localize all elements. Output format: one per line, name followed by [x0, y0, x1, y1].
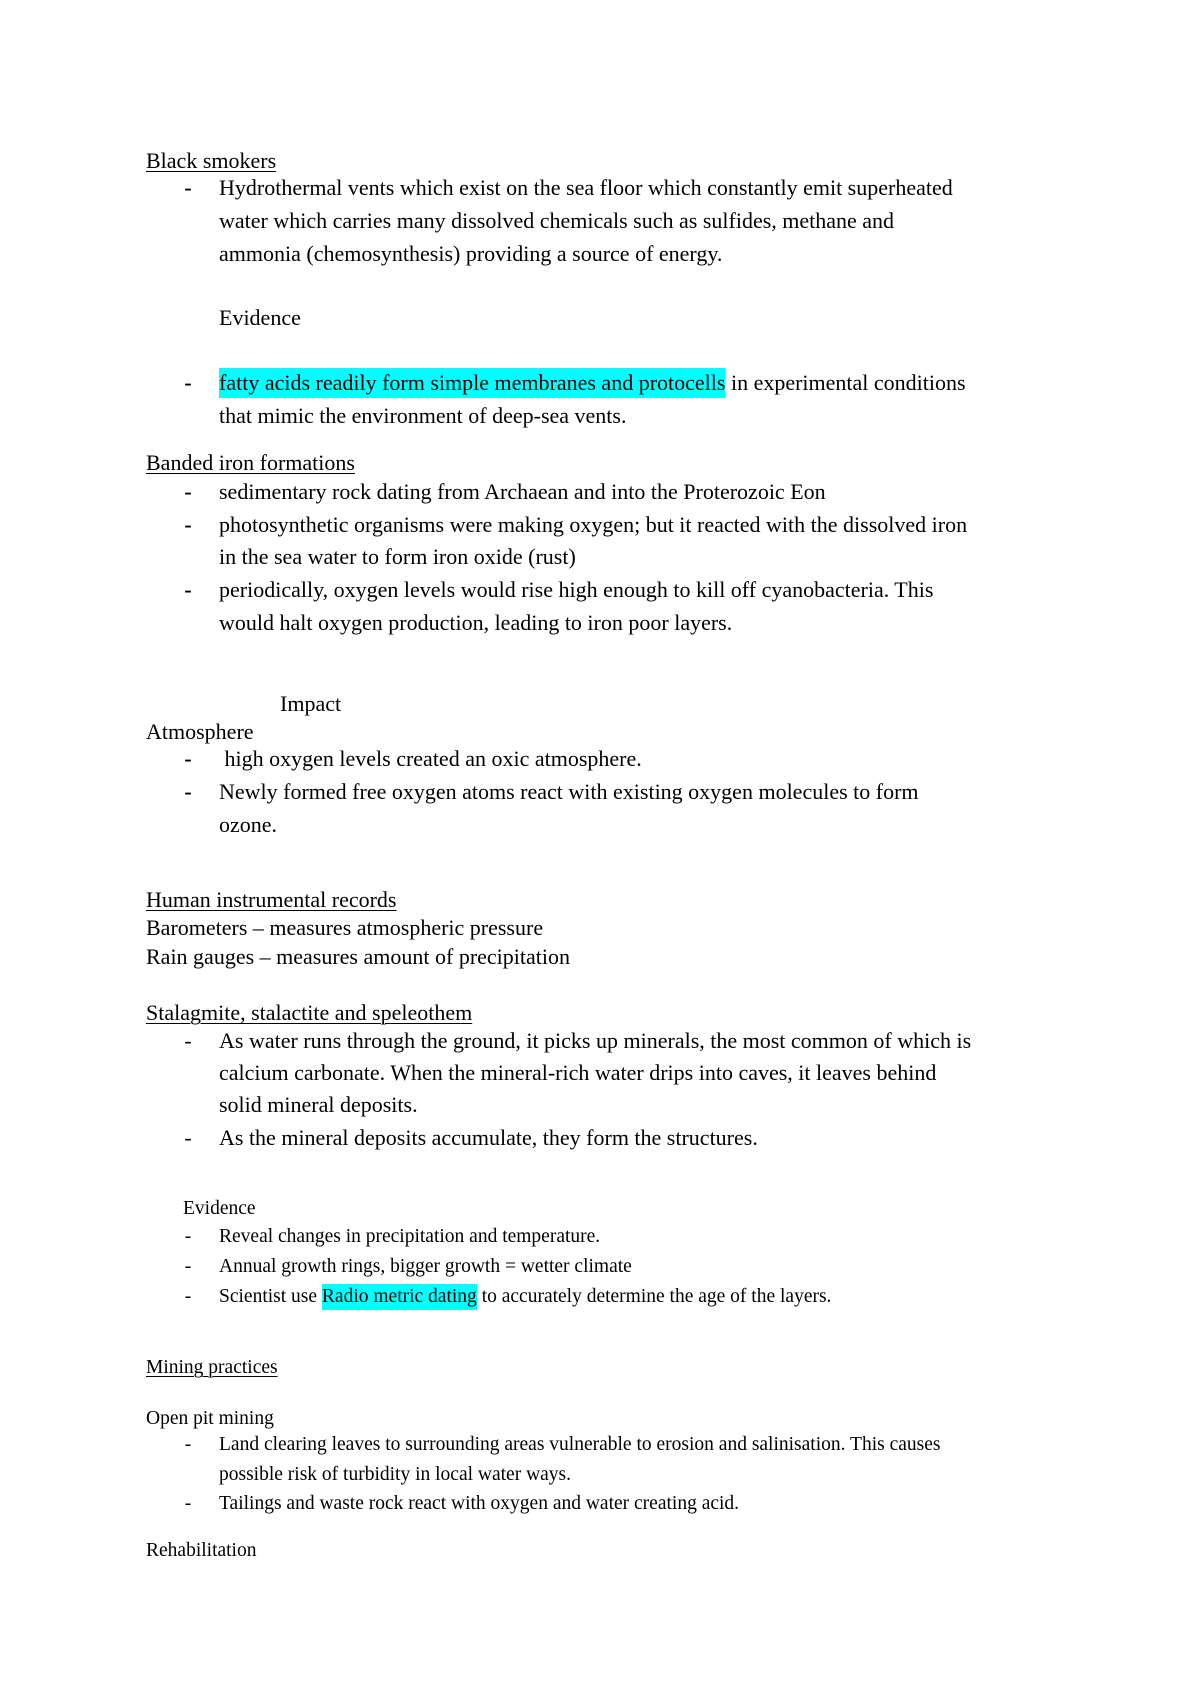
bullet-marker: -: [184, 577, 192, 602]
bullet-marker: -: [184, 779, 192, 804]
impact-bullet2-line2: ozone.: [219, 812, 278, 837]
black-smokers-bullet1-line1: Hydrothermal vents which exist on the sea floor which constantly emit superheated: [219, 175, 953, 200]
bullet-marker: -: [184, 175, 192, 200]
bullet-marker: -: [184, 1493, 192, 1514]
banded-iron-heading: Banded iron formations: [146, 450, 355, 475]
bullet-marker: -: [184, 1256, 192, 1277]
mining-bullet1-line2: possible risk of turbidity in local water ways.: [219, 1464, 572, 1485]
rehabilitation-label: Rehabilitation: [146, 1540, 257, 1561]
bullet-marker: -: [184, 512, 192, 537]
speleothem-bullet1-line2: calcium carbonate. When the mineral-rich water drips into caves, it leaves behind: [219, 1060, 937, 1085]
banded-iron-bullet3-line1: periodically, oxygen levels would rise high enough to kill off cyanobacteria. This: [219, 577, 934, 602]
mining-bullet1-line1: Land clearing leaves to surrounding areas vulnerable to erosion and salinisation. This causes: [219, 1434, 941, 1455]
banded-iron-bullet2-line1: photosynthetic organisms were making oxygen; but it reacted with the dissolved iron: [219, 512, 968, 537]
speleothem-bullet2: As the mineral deposits accumulate, they form the structures.: [219, 1125, 758, 1150]
black-smokers-bullet1-line3: ammonia (chemosynthesis) providing a source of energy.: [219, 241, 723, 266]
bullet-marker: -: [184, 370, 192, 395]
bullet-marker: -: [184, 1434, 192, 1455]
impact-bullet2-line1: Newly formed free oxygen atoms react with existing oxygen molecules to form: [219, 779, 919, 804]
banded-iron-bullet1: sedimentary rock dating from Archaean and into the Proterozoic Eon: [219, 479, 826, 504]
speleothem-evidence1: Reveal changes in precipitation and temperature.: [219, 1226, 601, 1247]
speleothem-evidence3: [219, 1287, 831, 1307]
speleothem-evidence3-after: to accurately determine the age of the layers.: [476, 1286, 832, 1307]
impact-label: Impact: [280, 691, 342, 716]
speleothem-evidence2: Annual growth rings, bigger growth = wetter climate: [219, 1256, 632, 1277]
open-pit-label: Open pit mining: [146, 1408, 274, 1429]
speleothem-evidence-label: Evidence: [183, 1198, 256, 1219]
highlighted-text: Radio metric dating: [322, 1284, 477, 1310]
bullet-marker: -: [184, 746, 192, 771]
human-records-line2: Rain gauges – measures amount of precipitation: [146, 944, 570, 969]
mining-heading: Mining practices: [146, 1357, 278, 1378]
banded-iron-bullet3-line2: would halt oxygen production, leading to iron poor layers.: [219, 610, 733, 635]
speleothem-heading: Stalagmite, stalactite and speleothem: [146, 1000, 473, 1025]
human-records-line1: Barometers – measures atmospheric pressure: [146, 915, 544, 940]
speleothem-bullet1-line3: solid mineral deposits.: [219, 1092, 418, 1117]
banded-iron-bullet2-line2: in the sea water to form iron oxide (rust): [219, 544, 576, 569]
mining-bullet2: Tailings and waste rock react with oxygen and water creating acid.: [219, 1493, 740, 1514]
human-records-heading: Human instrumental records: [146, 887, 397, 912]
black-smokers-bullet1-line2: water which carries many dissolved chemicals such as sulfides, methane and: [219, 208, 895, 233]
black-smokers-bullet2-line2: that mimic the environment of deep-sea vents.: [219, 403, 627, 428]
bullet-marker: -: [184, 1028, 192, 1053]
impact-bullet1: high oxygen levels created an oxic atmosphere.: [219, 746, 642, 771]
bullet-marker: -: [184, 1286, 192, 1307]
black-smokers-heading: Black smokers: [146, 148, 277, 173]
bullet-marker: -: [184, 1226, 192, 1247]
black-smokers-evidence-label: Evidence: [219, 305, 301, 330]
highlighted-text: fatty acids readily form simple membranes and protocells: [219, 368, 725, 398]
speleothem-bullet1-line1: As water runs through the ground, it picks up minerals, the most common of which is: [219, 1028, 972, 1053]
bullet-marker: -: [184, 479, 192, 504]
black-smokers-bullet2-rest: in experimental conditions: [725, 370, 966, 395]
speleothem-evidence3-before: Scientist use: [219, 1286, 322, 1307]
bullet-marker: -: [184, 1125, 192, 1150]
black-smokers-bullet2-line1: [219, 372, 966, 394]
atmosphere-label: Atmosphere: [146, 719, 254, 744]
